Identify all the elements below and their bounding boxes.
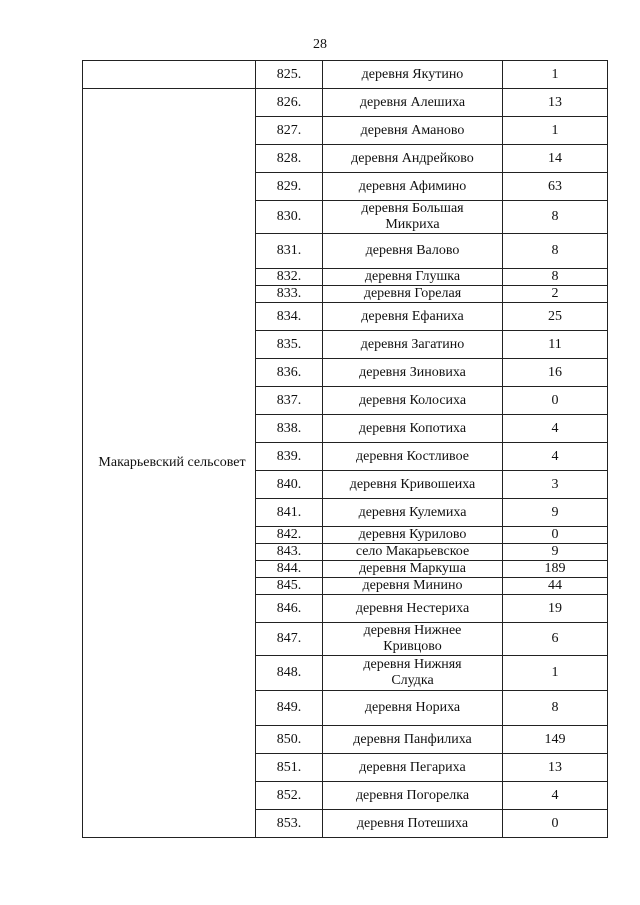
population-count-cell: 149 [503,726,608,754]
row-number-cell: 848. [256,656,323,691]
settlement-name-cell [323,201,503,234]
settlement-name-cell [323,656,503,691]
row-number-cell: 829. [256,173,323,201]
population-count-cell: 19 [503,595,608,623]
settlement-name-cell: деревня Кривошеиха [323,471,503,499]
settlement-name-cell: деревня Кулемиха [323,499,503,527]
row-number-cell: 853. [256,810,323,838]
row-number-cell: 839. [256,443,323,471]
population-count-cell: 13 [503,89,608,117]
population-count-cell: 63 [503,173,608,201]
row-number-cell: 826. [256,89,323,117]
settlement-name-cell: деревня Погорелка [323,782,503,810]
row-number-cell: 835. [256,331,323,359]
population-count-cell: 0 [503,527,608,544]
population-count-cell: 3 [503,471,608,499]
row-number-cell: 831. [256,234,323,269]
settlement-name-cell: деревня Нестериха [323,595,503,623]
row-number-cell: 843. [256,544,323,561]
row-number-cell: 851. [256,754,323,782]
settlement-name-cell: деревня Ефаниха [323,303,503,331]
settlement-name-cell: деревня Зиновиха [323,359,503,387]
settlement-name-cell: деревня Горелая [323,286,503,303]
population-count-cell: 4 [503,782,608,810]
row-number-cell: 832. [256,269,323,286]
settlement-name-cell: деревня Загатино [323,331,503,359]
settlement-name-line: деревня Нижнее [363,623,462,638]
population-count-cell: 16 [503,359,608,387]
population-count-cell: 0 [503,810,608,838]
population-count-cell: 8 [503,201,608,234]
population-count-cell: 1 [503,61,608,89]
settlements-table [82,60,608,838]
settlement-name-cell: село Макарьевское [323,544,503,561]
row-number-cell: 849. [256,691,323,726]
population-count-cell: 0 [503,387,608,415]
population-count-cell: 8 [503,691,608,726]
settlement-name-line: Слудка [391,673,434,688]
population-count-cell: 11 [503,331,608,359]
settlement-name-cell: деревня Пегариха [323,754,503,782]
region-cell-blank [83,61,256,89]
settlement-name-cell: деревня Копотиха [323,415,503,443]
row-number-cell: 852. [256,782,323,810]
row-number-cell: 842. [256,527,323,544]
settlement-name-cell: деревня Глушка [323,269,503,286]
settlement-name-cell: деревня Колосиха [323,387,503,415]
row-number-cell: 834. [256,303,323,331]
population-count-cell: 1 [503,656,608,691]
population-count-cell: 1 [503,117,608,145]
settlement-name-cell: деревня Валово [323,234,503,269]
settlements-table-body [83,61,608,838]
row-number-cell: 838. [256,415,323,443]
row-number-cell: 830. [256,201,323,234]
settlement-name-cell: деревня Нориха [323,691,503,726]
settlement-name-cell: деревня Потешиха [323,810,503,838]
row-number-cell: 847. [256,623,323,656]
row-number-cell: 841. [256,499,323,527]
population-count-cell: 9 [503,544,608,561]
settlement-name-cell: деревня Маркуша [323,561,503,578]
settlement-name-cell: деревня Афимино [323,173,503,201]
settlement-name-cell: деревня Андрейково [323,145,503,173]
table-row [83,61,608,89]
population-count-cell: 44 [503,578,608,595]
row-number-cell: 825. [256,61,323,89]
row-number-cell: 845. [256,578,323,595]
settlement-name-line: деревня Большая [361,201,464,216]
population-count-cell: 25 [503,303,608,331]
settlement-name-cell: деревня Костливое [323,443,503,471]
row-number-cell: 846. [256,595,323,623]
population-count-cell: 189 [503,561,608,578]
settlement-name-cell: деревня Курилово [323,527,503,544]
row-number-cell: 836. [256,359,323,387]
population-count-cell: 8 [503,269,608,286]
row-number-cell: 850. [256,726,323,754]
population-count-cell: 2 [503,286,608,303]
settlement-name-cell [323,623,503,656]
settlement-name-cell: деревня Алешиха [323,89,503,117]
settlement-name-cell: деревня Минино [323,578,503,595]
population-count-cell: 4 [503,415,608,443]
row-number-cell: 837. [256,387,323,415]
row-number-cell: 840. [256,471,323,499]
settlement-name-cell: деревня Аманово [323,117,503,145]
row-number-cell: 844. [256,561,323,578]
region-name-cell: Макарьевский сельсовет [83,89,256,838]
population-count-cell: 13 [503,754,608,782]
row-number-cell: 828. [256,145,323,173]
population-count-cell: 8 [503,234,608,269]
population-count-cell: 14 [503,145,608,173]
page-number: 28 [313,37,327,52]
population-count-cell: 9 [503,499,608,527]
population-count-cell: 4 [503,443,608,471]
row-number-cell: 827. [256,117,323,145]
settlement-name-line: Кривцово [383,639,442,654]
settlement-name-line: Микриха [385,217,440,232]
settlement-name-cell: деревня Панфилиха [323,726,503,754]
row-number-cell: 833. [256,286,323,303]
settlement-name-cell: деревня Якутино [323,61,503,89]
population-count-cell: 6 [503,623,608,656]
settlement-name-line: деревня Нижняя [363,657,462,672]
table-row [83,89,608,117]
